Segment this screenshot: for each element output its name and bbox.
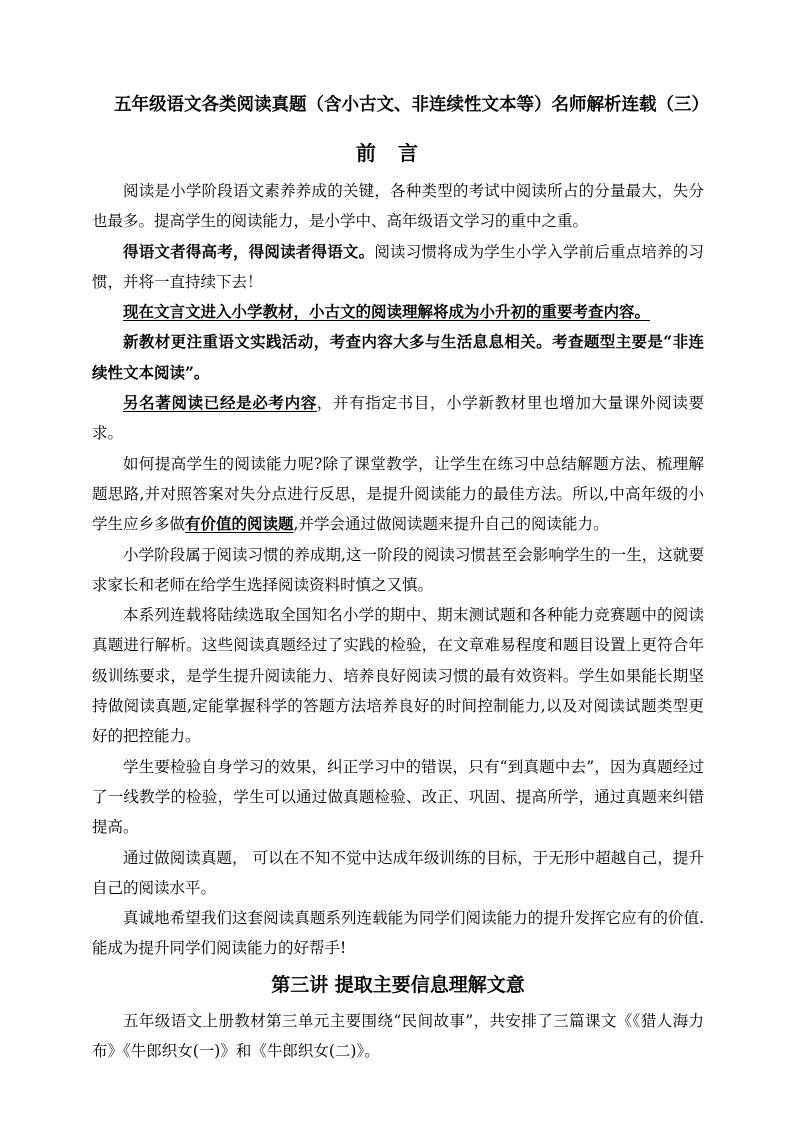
paragraph-2 [92, 237, 704, 298]
document-title: 五年级语文各类阅读真题（含小古文、非连续性文本等）名师解析连载（三） [114, 95, 709, 115]
paragraph-1: 阅读是小学阶段语文素养养成的关键，各种类型的考试中阅读所占的分量最大，失分也最多。提高学生的阅读能力，是小学中、高年级语文学习的重中之重。 [92, 182, 704, 231]
paragraph-6-emphasis: 有价值的阅读题 [185, 514, 294, 534]
paragraph-3: 现在文言文进入小学教材，小古文的阅读理解将成为小升初的重要考查内容。 [123, 302, 651, 322]
paragraph-6 [92, 449, 704, 540]
paragraph-7: 小学阶段属于阅读习惯的养成期,这一阶段的阅读习惯甚至会影响学生的一生，这就要求家长和老师在给学生选择阅读资料时慎之又慎。 [92, 545, 704, 594]
paragraph-2-text: 阅读习惯将成为学生小学入学前后重点培养的习惯，并将一直持续下去！ [92, 242, 704, 291]
paragraph-10: 通过做阅读真题， 可以在不知不觉中达成年级训练的目标，于无形中超越自己，提升自己的阅读水平。 [92, 848, 704, 897]
preface-heading: 前言 [356, 141, 440, 165]
paragraph-8: 本系列连载将陆续选取全国知名小学的期中、期末测试题和各种能力竞赛题中的阅读真题进行解析。这些阅读真题经过了实践的检验，在文章难易程度和题目设置上更符合年级训练要求，是学生提升阅读能力、培养良好阅读习惯的最有效资料。学生如果能长期坚持做阅读真题,定能掌握科学的答题方法培养良好的时间控制能力,以及对阅读试题类型更好的把控能力。 [92, 606, 704, 746]
paragraph-9: 学生要检验自身学习的效果，纠正学习中的错误，只有“到真题中去”，因为真题经过了一线教学的检验，学生可以通过做真题检验、改正、巩固、提高所学，通过真题来纠错提高。 [92, 757, 704, 837]
paragraph-6-text: 如何提高学生的阅读能力呢?除了课堂教学，让学生在练习中总结解题方法、梳理解题思路,并对照答案对失分点进行反思，是提升阅读能力的最佳方法。所以,中高年级的小学生应乡多做 [92, 454, 704, 534]
section-intro: 五年级语文上册教材第三单元主要围绕“民间故事”，共安排了三篇课文《《猎人海力布》《牛郎织女(一)》和《牛郎织女(二)》。 [92, 1011, 704, 1061]
paragraph-11: 真诚地希望我们这套阅读真题系列连载能为同学们阅读能力的提升发挥它应有的价值.能成为提升同学们阅读能力的好帮手! [92, 909, 704, 958]
paragraph-6-tail: ,并学会通过做阅读题来提升自己的阅读能力。 [293, 515, 609, 534]
paragraph-5-emphasis: 另名著阅读已经是必考内容 [123, 393, 317, 413]
section-heading: 第三讲 提取主要信息理解文意 [271, 973, 525, 996]
document-page [92, 80, 709, 1066]
paragraph-2-bold: 得语文者得高考，得阅读者得语文。 [123, 241, 375, 261]
paragraph-4: 新教材更注重语文实践活动，考查内容大多与生活息息相关。考查题型主要是“非连续性文本阅读”。 [92, 332, 704, 382]
paragraph-5-text: ，并有指定书目，小学新教材里也增加大量课外阅读要求。 [92, 394, 704, 443]
paragraph-5 [92, 388, 704, 449]
